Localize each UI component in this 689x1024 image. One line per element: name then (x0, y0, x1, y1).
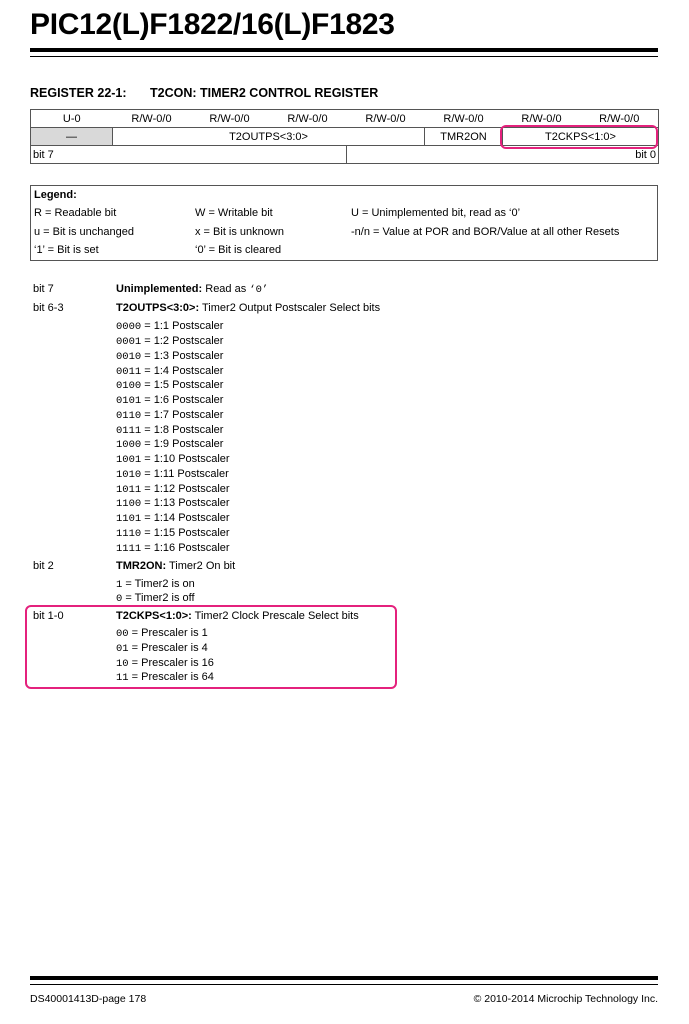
header-rule-thin (30, 56, 658, 57)
bit-high-label: bit 7 (31, 146, 347, 164)
footer-rule-thin (30, 984, 658, 985)
legend-set: ‘1’ = Bit is set (34, 244, 99, 256)
field-t2ckps: T2CKPS<1:0> (503, 128, 659, 146)
option-text: = 1:9 Postscaler (141, 438, 224, 450)
list-item (116, 627, 208, 640)
option-code: 0100 (116, 380, 142, 392)
bit7-label: bit 7 (33, 283, 54, 295)
footer-page-number: DS40001413D-page 178 (30, 993, 147, 1005)
option-text: = 1:10 Postscaler (141, 453, 230, 465)
register-name: T2CON: TIMER2 CONTROL REGISTER (150, 86, 379, 100)
legend-heading: Legend: (34, 189, 77, 201)
bit2-description (116, 560, 235, 572)
access-cell: R/W-0/0 (113, 110, 191, 128)
list-item (116, 320, 223, 333)
option-text: = 1:3 Postscaler (141, 350, 224, 362)
list-item (116, 409, 223, 422)
bit63-label: bit 6-3 (33, 302, 64, 314)
option-code: 0010 (116, 351, 142, 363)
list-item (116, 365, 223, 378)
register-title (30, 86, 378, 100)
option-text: = 1:6 Postscaler (141, 394, 224, 406)
option-text: = Timer2 is on (122, 578, 195, 590)
bit7-description (116, 283, 268, 296)
option-text: = Timer2 is off (122, 592, 195, 604)
option-text: = 1:15 Postscaler (141, 527, 230, 539)
list-item (116, 592, 195, 605)
option-code: 1100 (116, 498, 142, 510)
option-text: = Prescaler is 4 (128, 642, 208, 654)
access-cell: R/W-0/0 (425, 110, 503, 128)
list-item (116, 578, 195, 591)
option-code: 01 (116, 643, 129, 655)
list-item (116, 394, 223, 407)
bit7-code: ‘0’ (249, 284, 269, 296)
option-code: 1001 (116, 454, 142, 466)
access-cell: U-0 (31, 110, 113, 128)
option-code: 1 (116, 579, 123, 591)
list-item (116, 657, 214, 670)
legend-readable: R = Readable bit (34, 207, 117, 219)
option-code: 0110 (116, 410, 142, 422)
option-code: 1010 (116, 469, 142, 481)
option-text: = 1:8 Postscaler (141, 424, 224, 436)
option-text: = 1:12 Postscaler (141, 483, 230, 495)
option-text: = 1:5 Postscaler (141, 379, 224, 391)
footer-copyright: © 2010-2014 Microchip Technology Inc. (473, 993, 658, 1005)
option-text: = Prescaler is 64 (128, 671, 214, 683)
option-text: = Prescaler is 16 (128, 657, 214, 669)
option-code: 1101 (116, 513, 142, 525)
bit10-text: Timer2 Clock Prescale Select bits (191, 610, 359, 622)
list-item (116, 642, 208, 655)
bit10-description (116, 610, 359, 622)
option-text: = 1:11 Postscaler (141, 468, 229, 480)
access-cell: R/W-0/0 (503, 110, 581, 128)
list-item (116, 468, 229, 481)
bit10-label: bit 1-0 (33, 610, 64, 622)
list-item (116, 438, 223, 451)
option-code: 0000 (116, 321, 142, 333)
access-cell: R/W-0/0 (347, 110, 425, 128)
bit7-text: Read as (202, 283, 250, 295)
option-text: = 1:13 Postscaler (141, 497, 230, 509)
option-code: 1011 (116, 484, 142, 496)
option-code: 0011 (116, 366, 142, 378)
bit63-text: Timer2 Output Postscaler Select bits (199, 302, 381, 314)
option-code: 1110 (116, 528, 142, 540)
option-text: = 1:7 Postscaler (141, 409, 224, 421)
legend-cleared: ‘0’ = Bit is cleared (195, 244, 282, 256)
list-item (116, 453, 230, 466)
option-code: 0101 (116, 395, 142, 407)
bit63-description (116, 302, 380, 314)
option-code: 0111 (116, 425, 142, 437)
bit10-name: T2CKPS<1:0>: (116, 610, 192, 622)
list-item (116, 527, 230, 540)
option-text: = Prescaler is 1 (128, 627, 208, 639)
field-tmr2on: TMR2ON (425, 128, 503, 146)
list-item (116, 483, 230, 496)
option-code: 0001 (116, 336, 142, 348)
option-code: 1000 (116, 439, 142, 451)
option-text: = 1:2 Postscaler (141, 335, 224, 347)
option-text: = 1:1 Postscaler (141, 320, 224, 332)
legend-box (30, 185, 658, 261)
footer-rule-thick (30, 976, 658, 980)
option-code: 11 (116, 672, 129, 684)
option-code: 1111 (116, 543, 142, 555)
legend-reset-values: -n/n = Value at POR and BOR/Value at all other Resets (351, 226, 620, 238)
highlight-t2ckps-field (500, 125, 658, 149)
bit7-name: Unimplemented: (116, 283, 203, 295)
option-code: 10 (116, 658, 129, 670)
page-title: PIC12(L)F1822/16(L)F1823 (30, 8, 395, 41)
bit2-label: bit 2 (33, 560, 54, 572)
access-cell: R/W-0/0 (269, 110, 347, 128)
field-t2outps: T2OUTPS<3:0> (113, 128, 425, 146)
option-code: 0 (116, 593, 123, 605)
field-unimplemented: — (31, 128, 113, 146)
legend-unknown: x = Bit is unknown (195, 226, 284, 238)
legend-unimplemented: U = Unimplemented bit, read as ‘0’ (351, 207, 521, 219)
access-cell: R/W-0/0 (581, 110, 659, 128)
legend-unchanged: u = Bit is unchanged (34, 226, 134, 238)
bit63-name: T2OUTPS<3:0>: (116, 302, 200, 314)
bit2-name: TMR2ON: (116, 560, 167, 572)
list-item (116, 335, 223, 348)
option-text: = 1:4 Postscaler (141, 365, 224, 377)
list-item (116, 497, 230, 510)
option-code: 00 (116, 628, 129, 640)
option-text: = 1:16 Postscaler (141, 542, 230, 554)
access-cell: R/W-0/0 (191, 110, 269, 128)
list-item (116, 424, 223, 437)
list-item (116, 379, 223, 392)
list-item (116, 512, 230, 525)
list-item (116, 671, 214, 684)
header-rule-thick (30, 48, 658, 52)
register-label: REGISTER 22-1: (30, 86, 127, 100)
option-text: = 1:14 Postscaler (141, 512, 230, 524)
bit2-text: Timer2 On bit (166, 560, 236, 572)
legend-writable: W = Writable bit (195, 207, 273, 219)
list-item (116, 542, 230, 555)
list-item (116, 350, 223, 363)
bit-low-label: bit 0 (347, 146, 659, 164)
